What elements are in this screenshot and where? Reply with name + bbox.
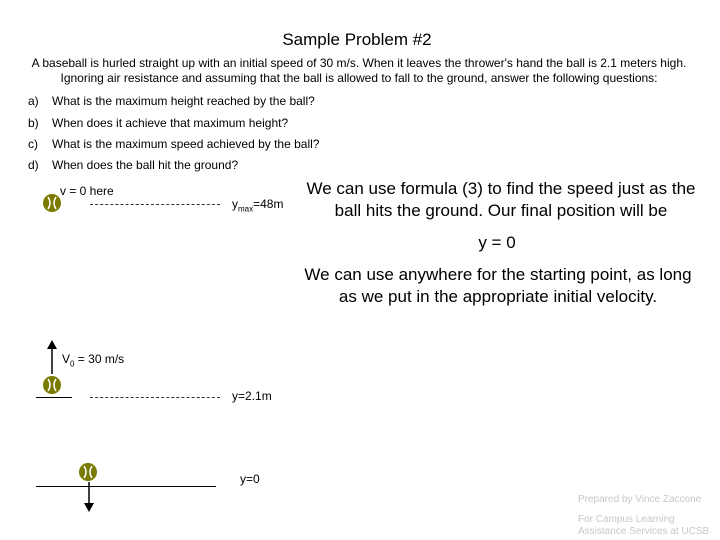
explanation-text	[286, 178, 716, 222]
v0-label: $V_0 = 30$ m/s	[62, 352, 125, 369]
start-height-line	[90, 397, 220, 398]
question-b-letter: b)	[28, 116, 39, 130]
footer-credit: Prepared by Vince Zaccone	[578, 494, 702, 505]
question-b-text: When does it achieve that maximum height?	[52, 116, 289, 130]
footer-org-line-1: For Campus Learning	[578, 514, 675, 525]
question-c-letter: c)	[28, 137, 38, 151]
start-height-label: y=2.1m	[232, 389, 272, 403]
problem-statement	[26, 56, 692, 86]
final-position-equation: y = 0	[478, 233, 516, 252]
question-c-text: What is the maximum speed achieved by the ball?	[52, 137, 320, 151]
hand-height-line	[36, 397, 72, 398]
note-line-2: as we put in the appropriate initial velocity.	[338, 287, 658, 306]
initial-velocity-arrow	[46, 340, 58, 374]
question-d-text: When does the ball hit the ground?	[52, 158, 239, 172]
footer-org	[578, 514, 709, 538]
note-line-1: We can use anywhere for the starting point, as long	[304, 265, 692, 284]
question-a-text: What is the maximum height reached by the ball?	[52, 94, 315, 108]
baseball-icon	[42, 193, 62, 213]
ymax-label: $y_{max}=48m$	[232, 197, 284, 214]
page-title: Sample Problem #2	[282, 30, 432, 49]
starting-point-note	[278, 264, 718, 308]
baseball-icon	[78, 462, 98, 482]
question-d-letter: d)	[28, 158, 39, 172]
explanation-line-1: We can use formula (3) to find the speed just as the	[306, 179, 696, 198]
problem-line-2: Ignoring air resistance and assuming that the ball is allowed to fall to the ground, answer the following questions:	[60, 71, 658, 85]
max-height-line	[90, 204, 220, 205]
baseball-icon	[42, 375, 62, 395]
v-zero-label: v = 0 here	[60, 184, 114, 198]
question-a-letter: a)	[28, 94, 39, 108]
footer-org-line-2: Assistance Services at UCSB	[578, 526, 710, 537]
explanation-line-2: ball hits the ground. Our final position will be	[334, 201, 668, 220]
ground-line	[36, 486, 216, 487]
problem-line-1: A baseball is hurled straight up with an initial speed of 30 m/s. When it leaves the thrower's hand the ball is 2.1 meters high.	[31, 56, 687, 70]
ground-label: y=0	[240, 472, 260, 486]
falling-velocity-arrow	[83, 482, 95, 512]
